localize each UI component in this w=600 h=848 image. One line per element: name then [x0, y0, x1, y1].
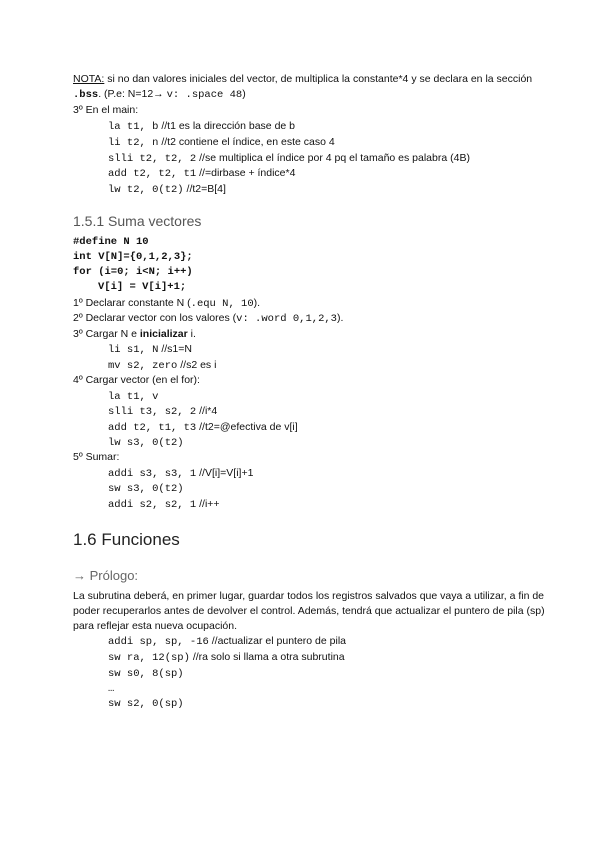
code-comment: //t2 contiene el índice, en este caso 4	[158, 136, 335, 148]
code-comment: //ra solo si llama a otra subrutina	[189, 651, 345, 663]
code-line	[108, 420, 298, 435]
code-line	[108, 389, 158, 404]
code-text: sw s2, 0(sp)	[108, 698, 184, 710]
code-comment: //t2=@efectiva de v[i]	[196, 421, 298, 433]
step-2	[73, 311, 343, 326]
code-line	[108, 182, 226, 197]
nota-close: )	[242, 88, 246, 100]
paragraph-line: para reflejar esta nueva ocupación.	[73, 620, 238, 632]
nota-text: si no dan valores iniciales del vector, de multiplica la constante*4 y se declara en la sección	[104, 73, 533, 85]
code-text: slli t3, s2, 2	[108, 406, 197, 418]
code-comment: //s2 es i	[177, 359, 217, 371]
step-4: 4º Cargar vector (en el for):	[73, 374, 200, 386]
code-line	[108, 435, 184, 450]
nota-code: v: .space 48	[166, 89, 243, 101]
step-text: 1º Declarar constante N (	[73, 297, 191, 309]
c-code-line: #define N 10	[73, 236, 149, 248]
code-text: lw t2, 0(t2)	[108, 184, 184, 196]
code-text: la t1, b	[108, 121, 159, 133]
step-text: ).	[336, 312, 344, 324]
code-text: addi sp, sp, -16	[108, 636, 209, 648]
c-code-line: int V[N]={0,1,2,3};	[73, 251, 193, 263]
code-text: sw s0, 8(sp)	[108, 668, 184, 680]
code-line	[108, 342, 192, 357]
code-text: lw s3, 0(t2)	[108, 437, 184, 449]
code-line	[108, 466, 253, 481]
code-text: …	[108, 683, 115, 695]
step-bold: inicializar	[139, 328, 188, 340]
code-text: li s1, N	[108, 344, 159, 356]
code-line	[108, 166, 295, 181]
code-text: la t1, v	[108, 391, 159, 403]
code-comment: //actualizar el puntero de pila	[208, 635, 346, 647]
nota-line	[73, 72, 532, 86]
code-line	[108, 151, 470, 166]
code-text: sw ra, 12(sp)	[108, 652, 190, 664]
code-line	[108, 666, 184, 681]
paragraph-line: poder recuperarlos antes de devolver el control. Además, tendrá que actualizar el puntero de pila (sp)	[73, 605, 545, 617]
nota-after-bss: . (P.e: N=12→	[98, 88, 167, 100]
step-text: ).	[253, 297, 261, 309]
code-line	[108, 696, 184, 711]
code-line	[108, 358, 216, 373]
code-comment: //se multiplica el índice por 4 pq el tamaño es palabra (4B)	[196, 152, 470, 164]
code-text: li t2, n	[108, 137, 159, 149]
step-code: .equ N, 10	[190, 298, 254, 310]
code-comment: //t1 es la dirección base de b	[158, 120, 296, 132]
code-comment: //V[i]=V[i]+1	[196, 467, 254, 479]
step-text: 2º Declarar vector con los valores (	[73, 312, 237, 324]
code-text: mv s2, zero	[108, 360, 178, 372]
code-line	[108, 135, 335, 150]
nota-example-line	[73, 87, 246, 102]
code-comment: //=dirbase + índice*4	[196, 167, 296, 179]
step-text: 3º Cargar N e	[73, 328, 140, 340]
code-comment: //i*4	[196, 405, 218, 417]
bss-keyword: .bss	[73, 89, 99, 101]
code-line	[108, 497, 220, 512]
code-line	[108, 481, 184, 496]
step-text: i.	[187, 328, 196, 340]
code-text: add t2, t2, t1	[108, 168, 197, 180]
step-5: 5º Sumar:	[73, 451, 120, 463]
code-line	[108, 634, 346, 649]
code-comment: //i++	[196, 498, 220, 510]
code-line	[108, 650, 345, 665]
section-heading-funciones: 1.6 Funciones	[73, 530, 180, 549]
nota-label: NOTA:	[73, 73, 105, 85]
c-code-line: for (i=0; i<N; i++)	[73, 266, 193, 278]
code-text: addi s3, s3, 1	[108, 468, 197, 480]
code-comment: //t2=B[4]	[183, 183, 226, 195]
code-text: slli t2, t2, 2	[108, 153, 197, 165]
step-code: v: .word 0,1,2,3	[236, 313, 337, 325]
code-text: sw s3, 0(t2)	[108, 483, 184, 495]
paragraph-line: La subrutina deberá, en primer lugar, guardar todos los registros salvados que vaya a utilizar, a fin de	[73, 590, 545, 602]
code-comment: //s1=N	[158, 343, 192, 355]
code-line	[108, 119, 295, 134]
c-code-line: V[i] = V[i]+1;	[98, 281, 187, 293]
subheading-prologo: → Prólogo:	[73, 568, 139, 583]
step-3	[73, 327, 196, 341]
code-line	[108, 404, 217, 419]
code-text: add t2, t1, t3	[108, 422, 197, 434]
step-1	[73, 296, 260, 311]
code-text: addi s2, s2, 1	[108, 499, 197, 511]
main-title: 3º En el main:	[73, 104, 139, 116]
code-line	[108, 681, 114, 696]
section-heading-suma-vectores: 1.5.1 Suma vectores	[73, 213, 202, 229]
